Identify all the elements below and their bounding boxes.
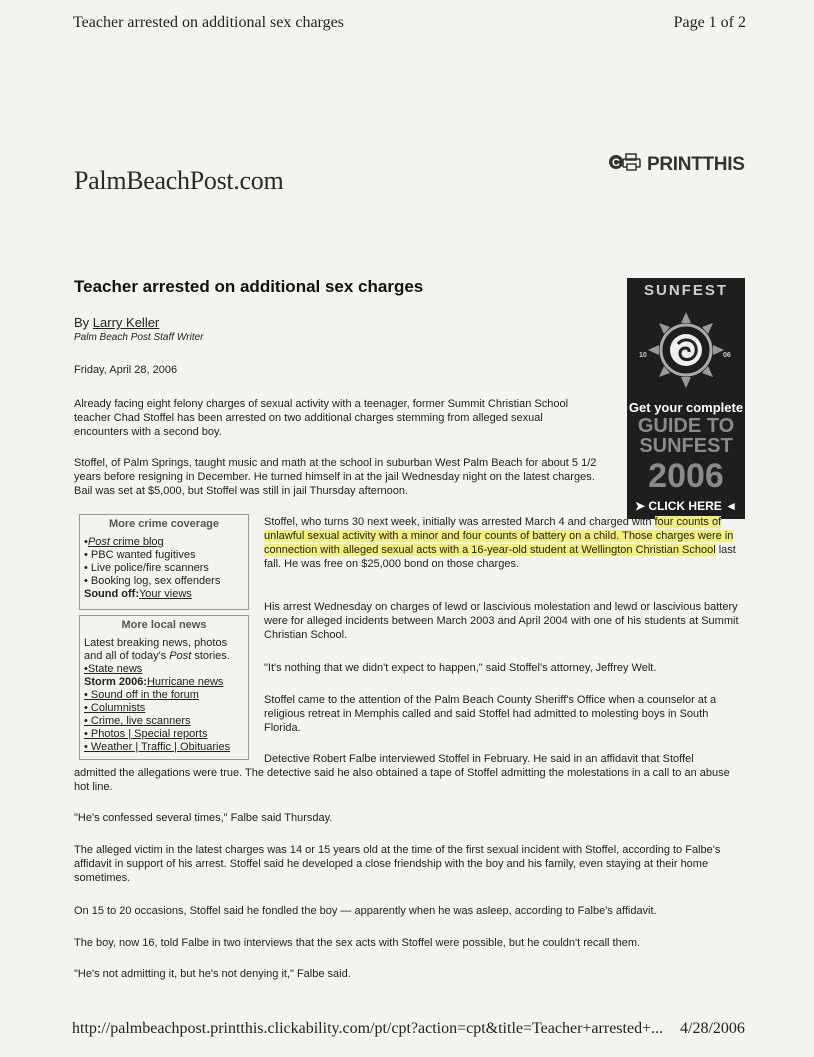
paragraph-9: The alleged victim in the latest charges was 14 or 15 years old at the time of the first sexual incident with Stoffel, according to Falbe's affidavit in support of his arrest. Stoffel said he developed a close friendship with the boy and his family, even staying at their home sometimes.	[74, 844, 721, 884]
crime-blog-label: crime blog	[109, 536, 164, 548]
sound-off-row	[84, 588, 244, 601]
paragraph-8: "He's confessed several times," Falbe said Thursday.	[74, 812, 333, 824]
footer-url: http://palmbeachpost.printthis.clickability.com/pt/cpt?action=cpt&title=Teacher+arrested+...	[72, 1020, 664, 1037]
crime-link-booking-log[interactable]: • Booking log, sex offenders	[84, 575, 221, 587]
paragraph-1: Already facing eight felony charges of sexual activity with a teenager, former Summit Christian School teacher Chad Stoffel has been arrested on two additional charges stemming from alleged sexual encounters with a second boy.	[74, 398, 569, 438]
local-link-crime[interactable]: • Crime, live scanners	[84, 715, 191, 727]
sunfest-ad[interactable]	[627, 278, 745, 519]
crime-blog-post: Post	[87, 536, 110, 548]
author-link[interactable]: Larry Keller	[92, 315, 160, 330]
crime-link-scanners[interactable]: • Live police/fire scanners	[84, 562, 209, 574]
crime-blog-link[interactable]	[84, 536, 244, 549]
local-link-weather[interactable]: • Weather | Traffic | Obituaries	[84, 741, 231, 753]
p3-end: last fall. He was free on $25,000 bond on those charges.	[264, 544, 736, 570]
local-link-forum[interactable]: • Sound off in the forum	[84, 689, 199, 701]
byline	[74, 315, 159, 330]
paragraph-6: Stoffel came to the attention of the Palm Beach County Sheriff's Office when a counselor at a religious retreat in Memphis called and said Stoffel had admitted to molesting boys in South Florida.	[264, 694, 717, 734]
page-header-title: Teacher arrested on additional sex charges	[73, 14, 344, 31]
your-views-link[interactable]: Your views	[138, 588, 192, 600]
local-intro-line-1: Latest breaking news, photos	[84, 637, 228, 649]
paragraph-4: His arrest Wednesday on charges of lewd or lascivious molestation and lewd or lascivious battery were for alleged incidents between March 2003 and April 2004 with one of his students at Summit Christian School.	[264, 601, 739, 641]
footer-date: 4/28/2006	[680, 1020, 745, 1037]
state-news-link[interactable]: •State news	[84, 663, 143, 675]
p3-highlight: four counts of unlawful sexual activity with a minor and four counts of battery on a child. Those charges were in connection with alleged sexual acts with a 16-year-old student at Wellington Christian School	[264, 516, 734, 556]
article-date: Friday, April 28, 2006	[74, 364, 178, 376]
paragraph-3	[264, 515, 742, 571]
paragraph-12: "He's not admitting it, but he's not denying it," Falbe said.	[74, 968, 351, 980]
article-headline: Teacher arrested on additional sex charges	[74, 277, 424, 296]
local-link-columnists[interactable]: • Columnists	[84, 702, 146, 714]
paragraph-7-continued: admitted the allegations were true. The detective said he also obtained a tape of Stoffel admitting the molestations in a call to an abuse hot line.	[74, 767, 730, 793]
ad-year: 2006	[648, 457, 724, 495]
ad-click-here[interactable]: ➤ CLICK HERE ◄	[635, 499, 737, 513]
printer-icon	[609, 153, 643, 176]
site-logo[interactable]: PalmBeachPost.com	[74, 166, 284, 195]
page-number: Page 1 of 2	[673, 14, 746, 31]
ad-tagline: Get your complete	[628, 400, 744, 415]
ad-guide-line-1: GUIDE TO	[637, 415, 735, 437]
svg-text:C: C	[612, 157, 620, 169]
local-intro-line-2	[84, 650, 244, 663]
crime-box-title: More crime coverage	[108, 518, 220, 530]
paragraph-7: Detective Robert Falbe interviewed Stoffel in February. He said in an affidavit that Stoffel	[264, 753, 694, 765]
printthis-label: PRINTTHIS	[647, 153, 745, 175]
sound-off-label: Sound off:	[84, 588, 139, 600]
intro-stories: stories.	[191, 650, 230, 662]
intro-text: and all of today's	[84, 650, 170, 662]
ad-guide-line-2: SUNFEST	[639, 435, 733, 457]
local-link-photos[interactable]: • Photos | Special reports	[84, 728, 208, 740]
ad-year-left: 10	[639, 352, 647, 359]
paragraph-10: On 15 to 20 occasions, Stoffel said he fondled the boy — apparently when he was asleep, according to Falbe's affidavit.	[74, 905, 657, 917]
intro-post: Post	[169, 650, 192, 662]
ad-year-right: 06	[723, 352, 731, 359]
paragraph-2: Stoffel, of Palm Springs, taught music and math at the school in suburban West Palm Beach for about 5 1/2 years before resigning in December. He turned himself in at the jail Wednesday night on the latest charges. Bail was set at $5,000, but Stoffel was still in jail Thursday afternoon.	[74, 457, 597, 497]
local-box-title: More local news	[121, 619, 207, 631]
crime-link-fugitives[interactable]: • PBC wanted fugitives	[84, 549, 196, 561]
storm-label: Storm 2006:	[84, 676, 147, 688]
byline-prefix: By	[74, 315, 93, 330]
storm-row	[84, 676, 244, 689]
printthis-logo[interactable]	[609, 153, 745, 176]
p3-start: Stoffel, who turns 30 next week, initially was arrested March 4 and charged with	[264, 516, 655, 528]
staff-title: Palm Beach Post Staff Writer	[74, 332, 204, 343]
bullet: •	[84, 536, 88, 548]
local-news-box	[79, 615, 249, 760]
paragraph-5: "It's nothing that we didn't expect to happen," said Stoffel's attorney, Jeffrey Welt.	[264, 662, 657, 674]
crime-coverage-box	[79, 514, 249, 610]
ad-guide	[627, 416, 745, 456]
paragraph-11: The boy, now 16, told Falbe in two interviews that the sex acts with Stoffel were possible, but he couldn't recall them.	[74, 937, 641, 949]
hurricane-news-link[interactable]: Hurricane news	[146, 676, 224, 688]
ad-sunfest-arc: SUNFEST	[643, 282, 728, 299]
